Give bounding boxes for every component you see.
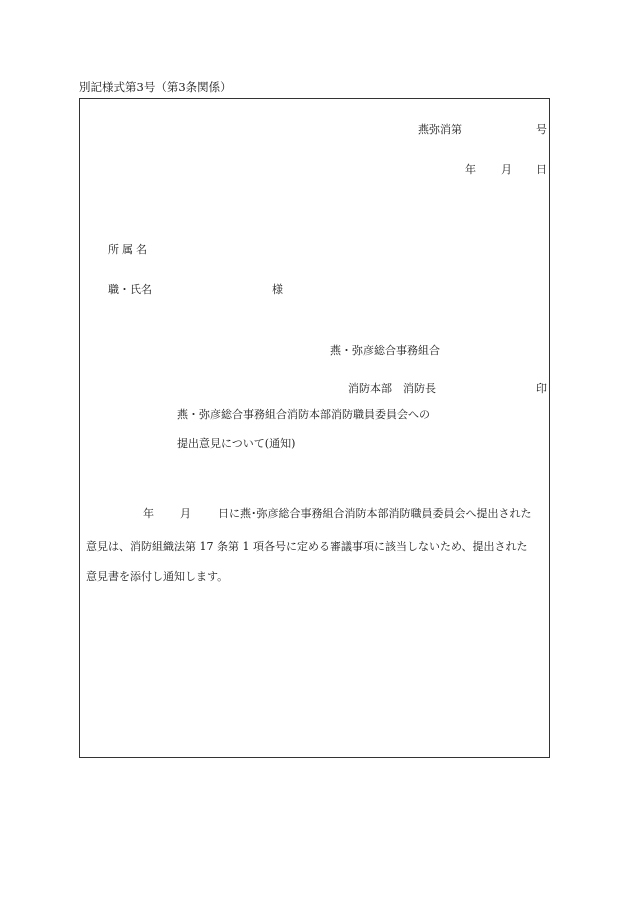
form-number-caption: 別記様式第3号（第3条関係） [79, 80, 232, 94]
body-month-label: 月 [180, 507, 191, 520]
subject-line-1: 燕・弥彦総合事務組合消防本部消防職員委員会への [177, 408, 430, 421]
date-month-label: 月 [501, 163, 512, 176]
affiliation-label: 所属名 [108, 243, 150, 256]
document-number-suffix: 号 [536, 123, 547, 136]
honorific-sama: 様 [272, 283, 283, 296]
body-year-label: 年 [143, 507, 154, 520]
position-name-label: 職・氏名 [108, 283, 152, 296]
body-line-3: 意見書を添付し通知します。 [86, 570, 229, 583]
date-year-label: 年 [465, 163, 476, 176]
document-frame [79, 98, 550, 758]
seal-mark: 印 [536, 382, 547, 395]
document-number-prefix: 燕弥消第 [418, 123, 462, 136]
body-line-1 [143, 508, 532, 519]
sender-title: 消防本部 消防長 [348, 382, 436, 395]
body-line-2: 意見は、消防組織法第 17 条第 1 項各号に定める審議事項に該当しないため、提出された [86, 540, 528, 553]
subject-line-2: 提出意見について(通知) [177, 437, 296, 450]
body-line-1-text: 日に燕･弥彦総合事務組合消防本部消防職員委員会へ提出された [218, 507, 532, 520]
sender-organization: 燕・弥彦総合事務組合 [330, 344, 440, 357]
date-day-label: 日 [536, 163, 547, 176]
